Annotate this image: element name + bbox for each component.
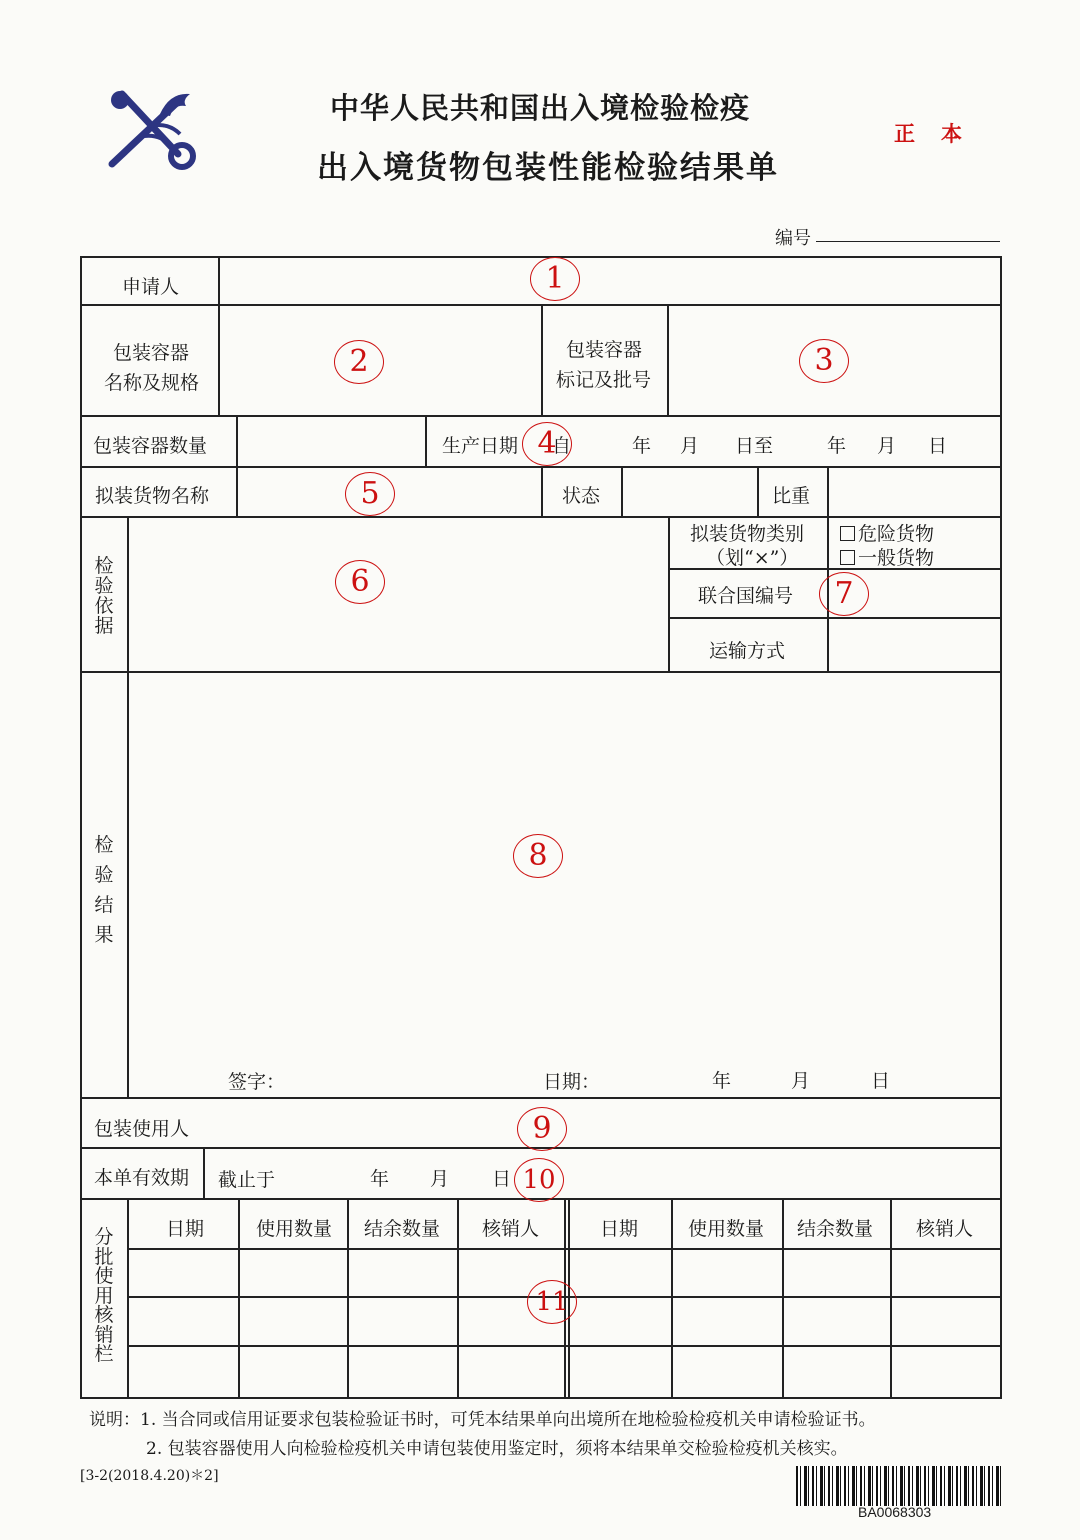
state-label: 状态: [562, 485, 601, 507]
month-label: 月: [680, 435, 700, 457]
batch-header-verifier: 核销人: [482, 1218, 540, 1240]
user-field[interactable]: [207, 1101, 997, 1144]
marker-9: 9: [517, 1107, 567, 1151]
note-1: 说明：1. 当合同或信用证要求包装检验证书时，可凭本结果单向出境所在地检验检疫机关申请检验证书。: [89, 1410, 876, 1430]
general-goods-option[interactable]: 一般货物: [840, 543, 934, 570]
marker-10: 10: [514, 1158, 564, 1202]
until-label: 截止于: [218, 1169, 276, 1191]
batch-side-label: 分批使用核销栏: [94, 1226, 114, 1365]
goods-category-label-2: （划“×”）: [706, 547, 799, 569]
day-label: 日: [492, 1168, 512, 1190]
dangerous-checkbox[interactable]: [840, 526, 855, 541]
un-number-label: 联合国编号: [698, 585, 794, 607]
result-label: 检验结果: [94, 834, 114, 946]
batch-header-used: 使用数量: [688, 1218, 765, 1240]
barcode-number: BA0068303: [858, 1504, 932, 1520]
goods-category-label-1: 拟装货物类别: [690, 523, 805, 545]
marker-8: 8: [513, 834, 563, 878]
batch-header-date: 日期: [166, 1218, 205, 1240]
marker-1: 1: [530, 257, 580, 301]
title-agency: 中华人民共和国出入境检验检疫: [329, 91, 750, 125]
marker-7: 7: [819, 572, 869, 616]
result-date-label: 日期：: [543, 1071, 601, 1093]
signature-label: 签字：: [228, 1071, 286, 1093]
year-label: 年: [712, 1070, 732, 1092]
batch-header-date: 日期: [600, 1218, 639, 1240]
year-label: 年: [632, 435, 652, 457]
dangerous-goods-option[interactable]: 危险货物: [840, 519, 934, 546]
validity-label: 本单有效期: [94, 1167, 190, 1189]
note-2: 2. 包装容器使用人向检验检疫机关申请包装使用鉴定时，须将本结果单交检验检疫机关核实。: [146, 1439, 848, 1459]
basis-field[interactable]: [131, 520, 665, 668]
goods-name-label: 拟装货物名称: [95, 485, 210, 507]
state-field[interactable]: [625, 470, 754, 514]
container-mark-label-1: 包装容器: [566, 339, 643, 361]
production-date-label: 生产日期: [442, 435, 519, 457]
day-label: 日: [928, 435, 948, 457]
result-field[interactable]: [131, 675, 997, 1055]
container-name-label-2: 名称及规格: [104, 372, 200, 394]
container-mark-label-2: 标记及批号: [556, 369, 652, 391]
year-label: 年: [370, 1168, 390, 1190]
container-qty-field[interactable]: [240, 419, 422, 463]
marker-5: 5: [345, 472, 395, 516]
barcode: [796, 1466, 1001, 1506]
transport-label: 运输方式: [709, 640, 786, 662]
batch-header-verifier: 核销人: [916, 1218, 974, 1240]
month-label: 月: [877, 435, 897, 457]
density-field[interactable]: [831, 470, 997, 514]
original-copy-mark: 正本: [894, 121, 988, 146]
form-code: [3-2(2018.4.20)＊2]: [80, 1468, 219, 1484]
year-label: 年: [827, 435, 847, 457]
user-label: 包装使用人: [94, 1118, 190, 1140]
month-label: 月: [791, 1070, 811, 1092]
serial-number-field[interactable]: [816, 241, 1000, 242]
basis-label: 检验依据: [94, 555, 114, 637]
batch-header-balance: 结余数量: [364, 1218, 441, 1240]
date-from-label: 自: [552, 435, 572, 457]
general-checkbox[interactable]: [840, 550, 855, 565]
title-form: 出入境货物包装性能检验结果单: [317, 150, 779, 186]
marker-2: 2: [334, 340, 384, 384]
day-to-label: 日至: [735, 435, 774, 457]
serial-number-label: 编号: [775, 228, 811, 249]
applicant-field[interactable]: [222, 260, 998, 302]
day-label: 日: [871, 1070, 891, 1092]
marker-3: 3: [799, 339, 849, 383]
month-label: 月: [430, 1168, 450, 1190]
marker-11: 11: [527, 1280, 577, 1324]
batch-header-used: 使用数量: [256, 1218, 333, 1240]
transport-field[interactable]: [831, 621, 997, 668]
marker-4: 4: [522, 422, 572, 466]
marker-6: 6: [335, 560, 385, 604]
density-label: 比重: [772, 485, 811, 507]
container-name-label-1: 包装容器: [113, 342, 190, 364]
applicant-label: 申请人: [122, 276, 180, 298]
container-qty-label: 包装容器数量: [93, 435, 208, 457]
batch-header-balance: 结余数量: [797, 1218, 874, 1240]
